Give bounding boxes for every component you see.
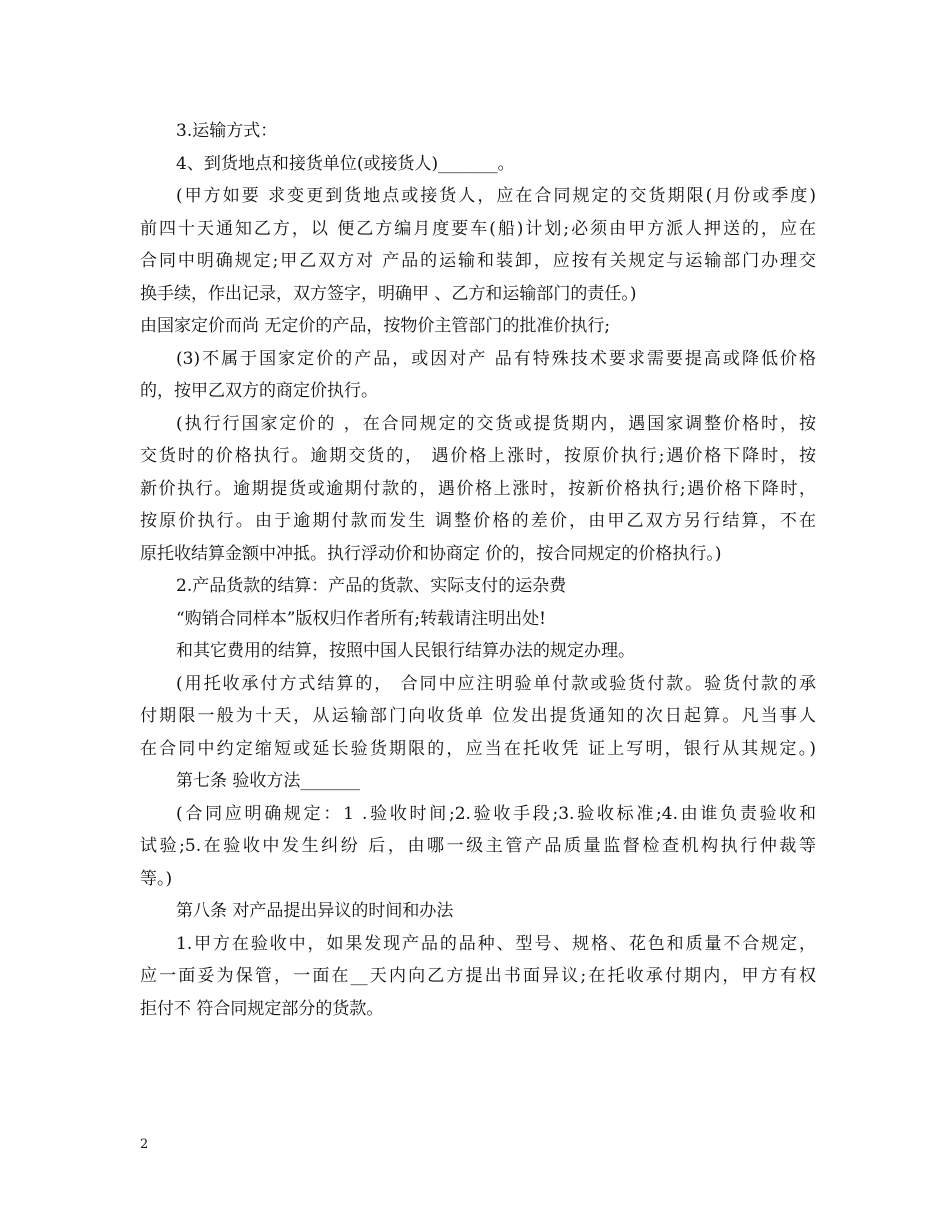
text-line: 合同中明确规定;甲乙双方对 产品的运输和装卸，应按有关规定与运输部门办理交	[140, 251, 816, 271]
text-line: 等。)	[140, 868, 173, 889]
section-heading: 第七条 验收方法_______	[176, 771, 360, 791]
page-number: 2	[140, 1137, 149, 1152]
text-line: 按原价执行。由于逾期付款而发生 调整价格的差价，由甲乙双方另行结算，不在	[140, 511, 816, 531]
text-line: 拒付不 符合同规定部分的货款。	[140, 998, 384, 1019]
text-line: 的，按甲乙双方的商定价执行。	[140, 381, 378, 401]
text-line: 在合同中约定缩短或延长验货期限的，应当在托收凭 证上写明，银行从其规定。)	[140, 738, 816, 759]
text-line: 和其它费用的结算，按照中国人民银行结算办法的规定办理。	[176, 641, 635, 661]
text-line: (执行行国家定价的 ，在合同规定的交货或提货期内，遇国家调整价格时，按	[176, 413, 816, 434]
text-line: (甲方如要 求变更到货地点或接货人，应在合同规定的交货期限(月份或季度)	[176, 186, 816, 206]
text-line: (用托收承付方式结算的， 合同中应注明验单付款或验货付款。验货付款的承	[176, 673, 816, 694]
text-line: 1.甲方在验收中，如果发现产品的品种、型号、规格、花色和质量不合规定，	[176, 933, 816, 954]
text-line: 试验;5.在验收中发生纠纷 后，由哪一级主管产品质量监督检查机构执行仲裁等	[140, 836, 816, 856]
text-line: 3.运输方式：	[176, 121, 278, 141]
text-line: (合同应明确规定：1 .验收时间;2.验收手段;3.验收标准;4.由谁负责验收和	[176, 803, 816, 824]
text-line: 2.产品货款的结算：产品的货款、实际支付的运杂费	[176, 576, 567, 596]
text-line: (3)不属于国家定价的产品，或因对产 品有特殊技术要求需要提高或降低价格	[176, 348, 816, 369]
text-line: 由国家定价而尚 无定价的产品，按物价主管部门的批准价执行;	[140, 316, 611, 336]
text-line: 付期限一般为十天，从运输部门向收货单 位发出提货通知的次日起算。凡当事人	[140, 706, 816, 726]
text-line: 原托收结算金额中冲抵。执行浮动价和协商定 价的，按合同规定的价格执行。)	[140, 543, 722, 564]
text-line: 新价执行。逾期提货或逾期付款的，遇价格上涨时，按新价格执行;遇价格下降时，	[140, 478, 816, 499]
document-body	[140, 115, 816, 1025]
text-line: 换手续，作出记录，双方签字，明确甲 、乙方和运输部门的责任。)	[140, 283, 637, 304]
text-line: 前四十天通知乙方，以 便乙方编月度要车(船)计划;必须由甲方派人押送的，应在	[140, 218, 816, 239]
text-line: 交货时的价格执行。逾期交货的， 遇价格上涨时，按原价执行;遇价格下降时，按	[140, 446, 816, 466]
text-line: “购销合同样本”版权归作者所有;转载请注明出处!	[176, 608, 546, 629]
text-line: 应一面妥为保管，一面在__天内向乙方提出书面异议;在托收承付期内，甲方有权	[140, 966, 816, 986]
text-line: 4、到货地点和接货单位(或接货人)_______。	[176, 153, 515, 174]
section-heading: 第八条 对产品提出异议的时间和办法	[176, 901, 454, 921]
